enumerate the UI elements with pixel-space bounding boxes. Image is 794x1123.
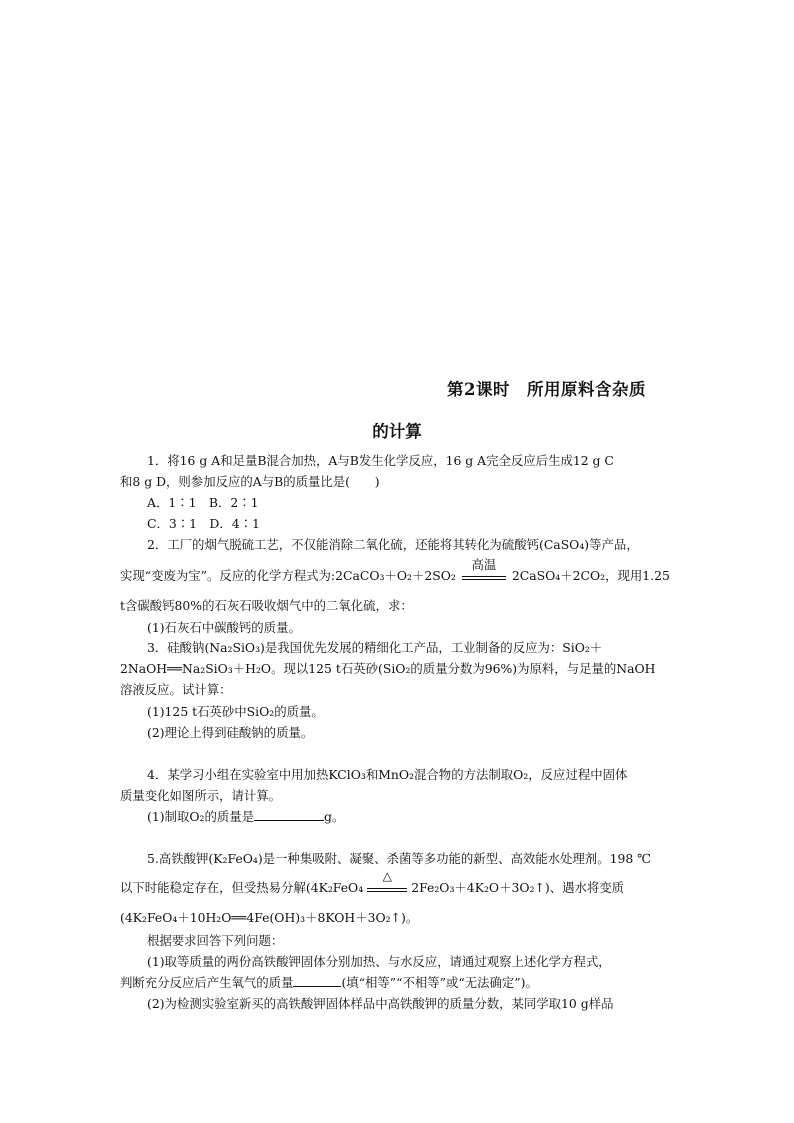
q1-options-ab: A．1∶1 B．2∶1 <box>147 495 259 510</box>
q5-line5: (1)取等质量的两份高铁酸钾固体分别加热、与水反应，请通过观察上述化学方程式， <box>147 954 611 969</box>
q4-sub1-text: (1)制取O₂的质量是 <box>147 809 255 824</box>
lesson-title-line2: 的计算 <box>372 422 422 441</box>
q2-line3: t含碳酸钙80%的石灰石吸收烟气中的二氧化硫，求： <box>120 598 413 613</box>
q2-line2-pre: 实现“变废为宝”。反应的化学方程式为:2CaCO₃＋O₂＋2SO₂ <box>120 568 456 583</box>
answer-blank[interactable] <box>293 986 341 987</box>
q5-line3: (4K₂FeO₄＋10H₂O══4Fe(OH)₃＋8KOH＋3O₂↑)。 <box>120 910 419 925</box>
q3-line1: 3．硅酸钠(Na₂SiO₃)是我国优先发展的精细化工产品，工业制备的反应为：SiO₂＋ <box>147 640 603 655</box>
q4-line1: 4．某学习小组在实验室中用加热KClO₃和MnO₂混合物的方法制取O₂，反应过程中固体 <box>147 767 628 782</box>
q3-sub2: (2)理论上得到硅酸钠的质量。 <box>147 725 314 740</box>
q5-equation-line <box>120 869 625 896</box>
q4-line2: 质量变化如图所示，请计算。 <box>120 788 282 803</box>
answer-blank[interactable] <box>254 820 324 821</box>
q1-line1: 1．将16 g A和足量B混合加热，A与B发生化学反应，16 g A完全反应后生成12 g C <box>147 453 614 468</box>
q5-line2-post: 2Fe₂O₃＋4K₂O＋3O₂↑)、遇水将变质 <box>411 880 625 895</box>
q3-line3: 溶液反应。试计算： <box>120 682 232 697</box>
q5-line6-text: 判断充分反应后产生氧气的质量 <box>120 975 294 990</box>
condition-high-temp: 高温 <box>471 557 497 572</box>
q5-line7: (2)为检测实验室新买的高铁酸钾固体样品中高铁酸钾的质量分数，某同学取10 g样品 <box>147 996 614 1011</box>
q5-line1: 5.高铁酸钾(K₂FeO₄)是一种集吸附、凝聚、杀菌等多功能的新型、高效能水处理剂。198 ℃ <box>147 851 652 866</box>
q2-sub1: (1)石灰石中碳酸钙的质量。 <box>147 620 301 635</box>
heat-triangle-icon: △ <box>382 869 392 883</box>
q5-line6-hint: (填“相等”“不相等”或“无法确定”)。 <box>341 975 538 990</box>
q2-line1: 2．工厂的烟气脱硫工艺，不仅能消除二氧化硫，还能将其转化为硫酸钙(CaSO₄)等产品， <box>147 537 639 552</box>
q4-sub1-unit: g。 <box>324 809 345 824</box>
q1-options-cd: C．3∶1 D．4∶1 <box>147 516 260 531</box>
q3-sub1: (1)125 t石英砂中SiO₂的质量。 <box>147 704 324 719</box>
reaction-condition-arrow <box>462 557 506 580</box>
q2-equation-line <box>120 557 670 584</box>
q1-line2: 和8 g D，则参加反应的A与B的质量比是( ) <box>120 474 380 489</box>
q4-sub1 <box>147 809 344 825</box>
lesson-title-line1: 第2课时 所用原料含杂质 <box>447 380 646 399</box>
q3-line2: 2NaOH══Na₂SiO₃＋H₂O。现以125 t石英砂(SiO₂的质量分数为96%)为原料，与足量的NaOH <box>120 661 656 676</box>
heat-condition-arrow <box>367 869 407 892</box>
q2-line2-post: 2CaSO₄＋2CO₂，现用1.25 <box>511 568 670 583</box>
q5-line6 <box>120 975 538 991</box>
q5-line4: 根据要求回答下列问题： <box>147 933 284 948</box>
q5-line2-pre: 以下时能稳定存在，但受热易分解(4K₂FeO₄ <box>120 880 364 895</box>
